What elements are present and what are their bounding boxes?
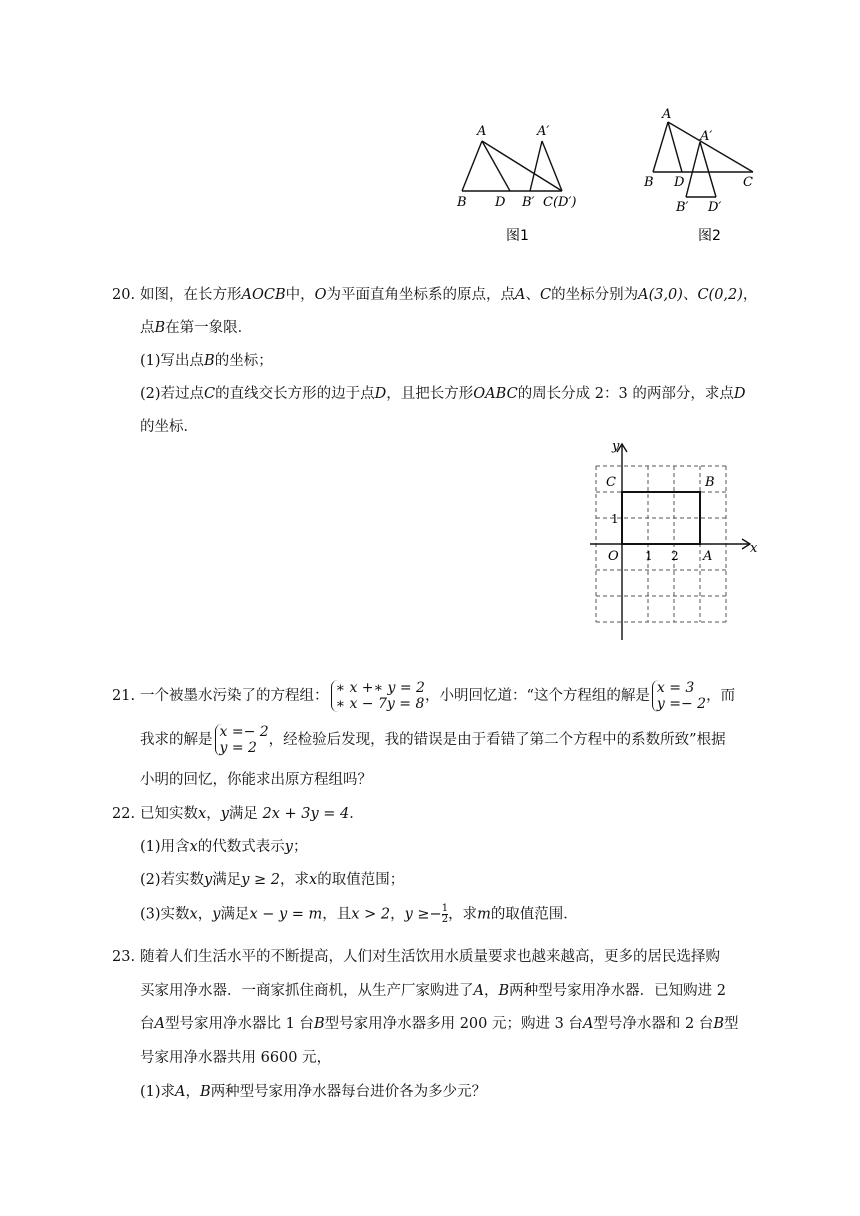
grid-label-1-x: 1 — [645, 549, 653, 563]
fig2-label-D: D — [674, 175, 685, 190]
fig1-label-B-prime: B′ — [522, 195, 535, 210]
fig1-label-C: C(D′) — [543, 195, 577, 210]
coordinate-grid-figure — [586, 436, 766, 642]
q22-sub-3: (3)实数x，y满足x − y = m，且x > 2，y ≥− $\frac{1}{2}$ ，求m的取值范围． — [140, 903, 578, 925]
q21-number: 21. — [112, 688, 136, 704]
q22-sub-2: (2)若实数y满足y ≥ 2，求x的取值范围； — [140, 872, 405, 888]
fig1-caption: 图1 — [506, 228, 529, 244]
grid-label-1-y: 1 — [611, 512, 619, 526]
fig1-label-A: A — [477, 124, 487, 139]
q20-line-2: 点B在第一象限． — [140, 320, 253, 336]
q23-number: 23. — [112, 949, 136, 965]
q22-fraction: $\frac{1}{2}$ — [441, 903, 449, 925]
grid-label-2-x: 2 — [671, 549, 679, 563]
figure-2 — [640, 100, 770, 248]
q21-system-wrong-solution: x =− 2 y = 2 — [215, 724, 269, 756]
fig2-label-C: C — [743, 175, 753, 190]
fig2-label-A-prime: A′ — [700, 129, 713, 144]
grid-label-x: x — [750, 541, 758, 556]
fig2-label-D-prime: D′ — [708, 200, 722, 215]
q21-line-1: 一个被墨水污染了的方程组： ∗ x +∗ y = 2 ∗ x − 7y = 8 ，小明回忆道：“这个方程组的解是 x = 3 y =− 2 ，而 — [140, 680, 736, 712]
figure-1 — [450, 118, 600, 248]
q20-line-1: 如图，在长方形AOCB中，O为平面直角坐标系的原点，点A、C的坐标分别为A(3,0)、C(0,2)， — [140, 287, 758, 303]
grid-label-B: B — [705, 475, 715, 490]
q20-sub-2: (2)若过点C的直线交长方形的边于点D，且把长方形OABC的周长分成 2：3 的两部分，求点D — [140, 386, 746, 402]
grid-label-O: O — [608, 549, 619, 564]
q22-line-1: 已知实数x，y满足 2x + 3y = 4． — [140, 806, 364, 822]
q23-line-1: 随着人们生活水平的不断提高，人们对生活饮用水质量要求也越来越高，更多的居民选择购 — [140, 949, 720, 965]
q22-number: 22. — [112, 806, 136, 822]
q21-line-2: 我求的解是 x =− 2 y = 2 ，经检验后发现，我的错误是由于看错了第二个方程中的系数所致”根据 — [140, 724, 726, 756]
fig1-label-D: D — [495, 195, 506, 210]
q20-number: 20. — [112, 287, 136, 303]
q21-line-3: 小明的回忆，你能求出原方程组吗？ — [140, 772, 372, 788]
q21-system-inked: ∗ x +∗ y = 2 ∗ x − 7y = 8 — [331, 680, 425, 712]
q20-sub-1: (1)写出点B的坐标； — [140, 353, 273, 369]
grid-label-C: C — [606, 475, 616, 490]
q23-line-2: 买家用净水器．一商家抓住商机，从生产厂家购进了A，B两种型号家用净水器．已知购进 2 — [140, 983, 726, 999]
fig2-label-B: B — [644, 175, 654, 190]
fig1-label-B: B — [457, 195, 467, 210]
grid-label-A: A — [703, 549, 713, 564]
fig2-caption: 图2 — [698, 228, 721, 244]
grid-label-y: y — [612, 439, 620, 454]
q20-sub-2-cont: 的坐标． — [140, 419, 198, 435]
fig2-label-A: A — [662, 107, 672, 122]
q23-line-3: 台A型号家用净水器比 1 台B型号家用净水器多用 200 元；购进 3 台A型号净水器和 2 台B型 — [140, 1016, 739, 1032]
fig2-label-B-prime: B′ — [676, 200, 689, 215]
q22-sub-1: (1)用含x的代数式表示y； — [140, 839, 308, 855]
q23-line-4: 号家用净水器共用 6600 元， — [140, 1050, 332, 1066]
q21-system-solution: x = 3 y =− 2 — [652, 680, 706, 712]
q23-sub-1: (1)求A，B两种型号家用净水器每台进价各为多少元？ — [140, 1084, 487, 1100]
fig1-label-A-prime: A′ — [537, 124, 550, 139]
